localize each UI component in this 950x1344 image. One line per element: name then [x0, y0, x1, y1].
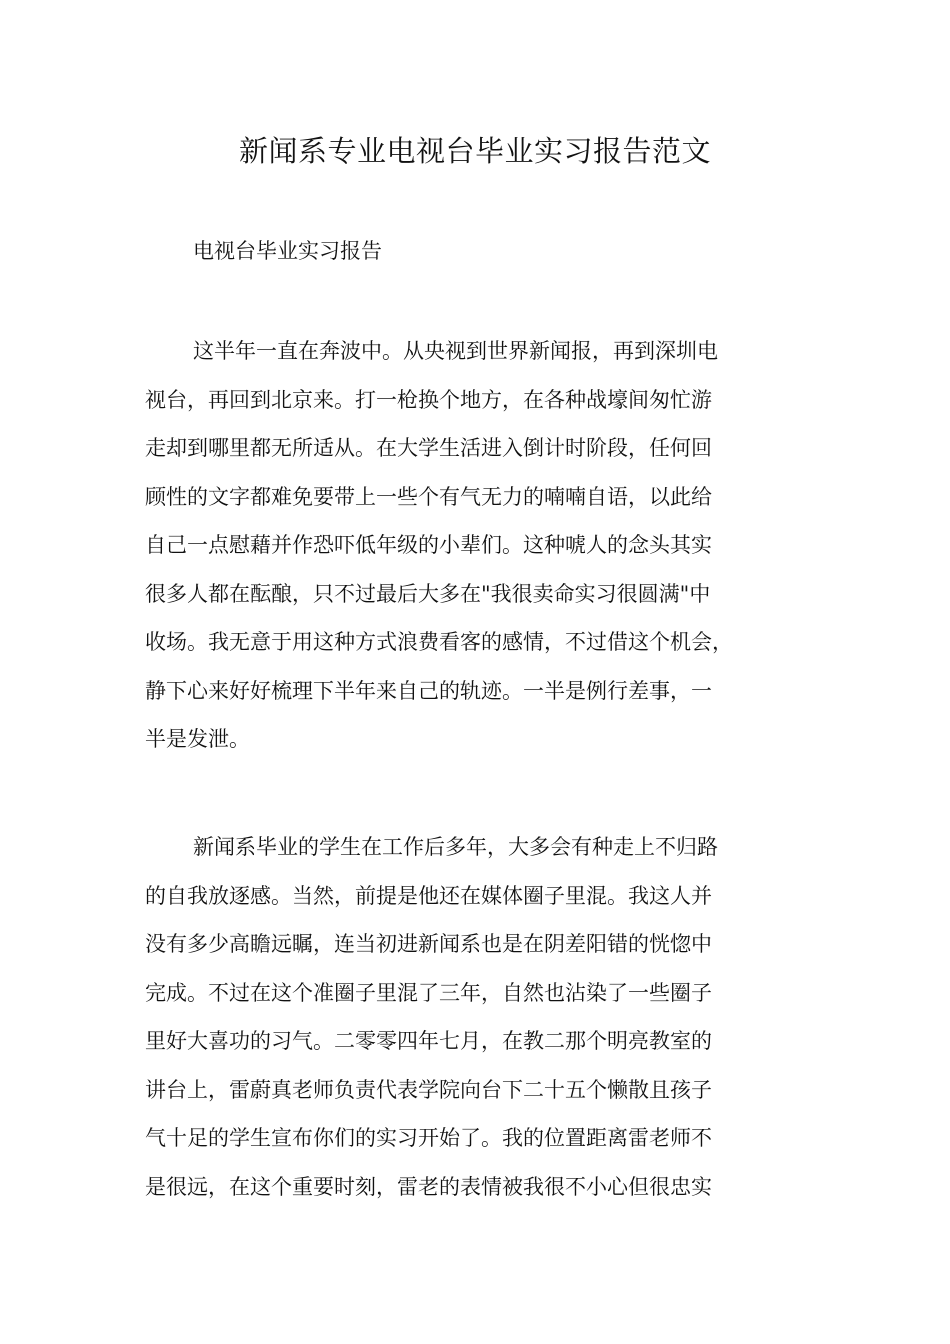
- paragraph-line: 很多人都在酝酿，只不过最后大多在"我很卖命实习很圆满"中: [145, 581, 711, 606]
- paragraph-line: 静下心来好好梳理下半年来自己的轨迹。一半是例行差事，一: [145, 678, 712, 703]
- paragraph-line: 自己一点慰藉并作恐吓低年级的小辈们。这种唬人的念头其实: [145, 533, 712, 557]
- document-title: 新闻系专业电视台毕业实习报告范文: [238, 134, 711, 168]
- paragraph-line: 完成。不过在这个准圈子里混了三年，自然也沾染了一些圈子: [145, 980, 712, 1005]
- document-subtitle: 电视台毕业实习报告: [193, 239, 382, 263]
- paragraph-line: 收场。我无意于用这种方式浪费看客的感情，不过借这个机会，: [145, 630, 733, 654]
- paragraph-line: 半是发泄。: [145, 727, 250, 751]
- paragraph-line: 走却到哪里都无所适从。在大学生活进入倒计时阶段，任何回: [145, 436, 712, 460]
- paragraph-line: 里好大喜功的习气。二零零四年七月，在教二那个明亮教室的: [145, 1029, 712, 1053]
- paragraph-line: 是很远，在这个重要时刻，雷老的表情被我很不小心但很忠实: [145, 1174, 712, 1199]
- paragraph-1: [145, 327, 807, 764]
- paragraph-2: [145, 823, 807, 1211]
- paragraph-line: 视台，再回到北京来。打一枪换个地方，在各种战壕间匆忙游: [145, 387, 712, 412]
- paragraph-line: 顾性的文字都难免要带上一些个有气无力的喃喃自语，以此给: [145, 484, 712, 509]
- paragraph-line: 气十足的学生宣布你们的实习开始了。我的位置距离雷老师不: [145, 1126, 712, 1150]
- paragraph-line: 这半年一直在奔波中。从央视到世界新闻报，再到深圳电: [193, 339, 718, 363]
- paragraph-line: 的自我放逐感。当然，前提是他还在媒体圈子里混。我这人并: [145, 883, 712, 908]
- paragraph-line: 讲台上，雷蔚真老师负责代表学院向台下二十五个懒散且孩子: [145, 1077, 712, 1102]
- paragraph-line: 新闻系毕业的学生在工作后多年，大多会有种走上不归路: [193, 835, 718, 859]
- paragraph-line: 没有多少高瞻远瞩，连当初进新闻系也是在阴差阳错的恍惚中: [145, 932, 712, 956]
